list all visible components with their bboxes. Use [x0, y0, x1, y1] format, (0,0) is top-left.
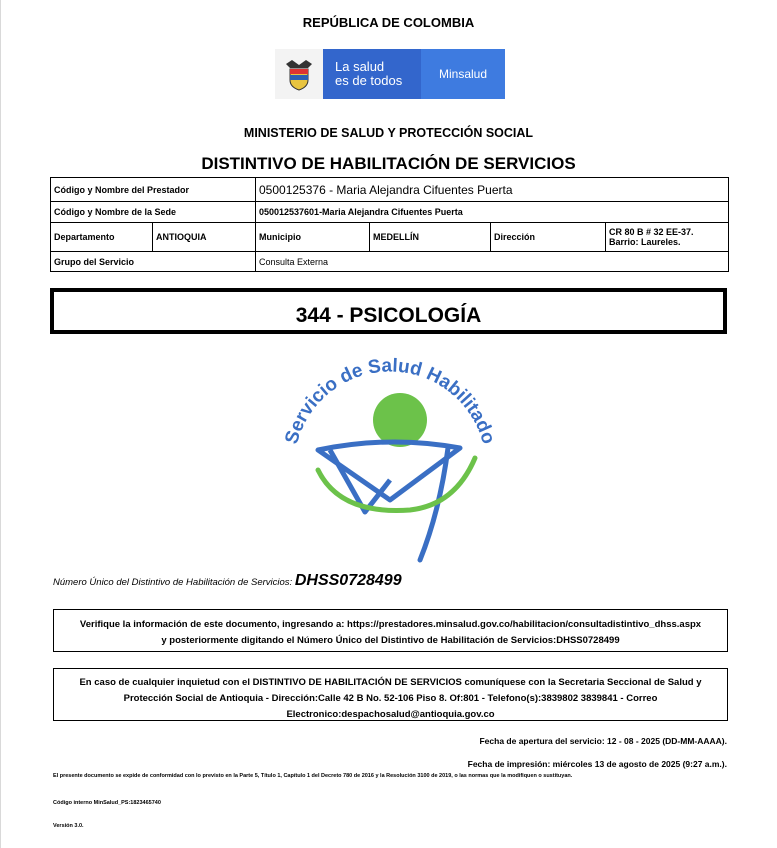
provider-info-table [50, 177, 729, 272]
service-box [50, 288, 727, 334]
logo-slogan-line2: es de todos [335, 73, 403, 88]
apertura-date: Fecha de apertura del servicio: 12 - 08 - 2025 (DD-MM-AAAA). [479, 736, 727, 746]
contact-line2: Protección Social de Antioquia - Dirección:Calle 42 B No. 52-106 Piso 8. Of:801 - Telefono(s):3839802 3839841 - Correo [123, 693, 658, 704]
habilitado-seal-icon [270, 340, 510, 570]
verify-box [53, 609, 728, 652]
version-label: Versión 3.0. [53, 823, 84, 829]
logo-slogan [323, 49, 421, 99]
direccion-label: Dirección [491, 223, 606, 252]
table-row [51, 252, 729, 272]
direccion-value: CR 80 B # 32 EE-37. Barrio: Laureles. [606, 223, 729, 252]
country-heading: REPÚBLICA DE COLOMBIA [302, 15, 475, 30]
verify-line2: y posteriormente digitando el Número Único del Distintivo de Habilitación de Servicios:DHSS0728499 [161, 635, 620, 646]
legal-note: El presente documento se expide de conformidad con lo previsto en la Parte 5, Título 1, Capítulo 1 del Decreto 780 de 2016 y la Resolución 3100 de 2019, o las normas que la modifiquen o sustituyan. [53, 773, 573, 779]
seal-head [373, 393, 427, 447]
minsalud-logo [275, 49, 505, 99]
sede-label: Código y Nombre de la Sede [51, 202, 256, 223]
distintivo-number [53, 572, 402, 590]
impresion-date: Fecha de impresión: miércoles 13 de agosto de 2025 (9:27 a.m.). [467, 759, 727, 769]
prestador-value: 0500125376 - Maria Alejandra Cifuentes Puerta [256, 178, 729, 202]
municipio-label: Municipio [256, 223, 370, 252]
document-title: DISTINTIVO DE HABILITACIÓN DE SERVICIOS [201, 154, 576, 173]
table-row [51, 202, 729, 223]
municipio-value: MEDELLÍN [370, 223, 491, 252]
seal-text: Servicio de Salud Habilitado [281, 355, 499, 447]
verify-line1: Verifique la información de este documento, ingresando a: https://prestadores.minsalud.gov.co/habilitacion/consultadistintivo_dhss.aspx [79, 619, 702, 630]
ministry-heading: MINISTERIO DE SALUD Y PROTECCIÓN SOCIAL [243, 126, 534, 140]
contact-line1: En caso de cualquier inquietud con el DISTINTIVO DE HABILITACIÓN DE SERVICIOS comuníquese con la Secretaria Seccional de Salud y [79, 677, 702, 688]
grupo-label: Grupo del Servicio [51, 252, 256, 272]
prestador-label: Código y Nombre del Prestador [51, 178, 256, 202]
distintivo-label: Número Único del Distintivo de Habilitación de Servicios: [53, 577, 293, 588]
service-title: 344 - PSICOLOGÍA [295, 304, 482, 327]
codigo-interno: Código interno MinSalud_PS:1823465740 [53, 800, 161, 806]
table-row [51, 178, 729, 202]
logo-brand: Minsalud [421, 49, 505, 99]
grupo-value: Consulta Externa [256, 252, 729, 272]
table-row [51, 223, 729, 252]
distintivo-code: DHSS0728499 [294, 572, 402, 589]
departamento-label: Departamento [51, 223, 153, 252]
logo-slogan-line1: La salud [335, 59, 385, 74]
coat-of-arms-icon [275, 49, 323, 99]
contact-box [53, 668, 728, 721]
sede-value: 050012537601-Maria Alejandra Cifuentes Puerta [256, 202, 729, 223]
contact-line3: Electronico:despachosalud@antioquia.gov.co [286, 709, 495, 720]
departamento-value: ANTIOQUIA [153, 223, 256, 252]
